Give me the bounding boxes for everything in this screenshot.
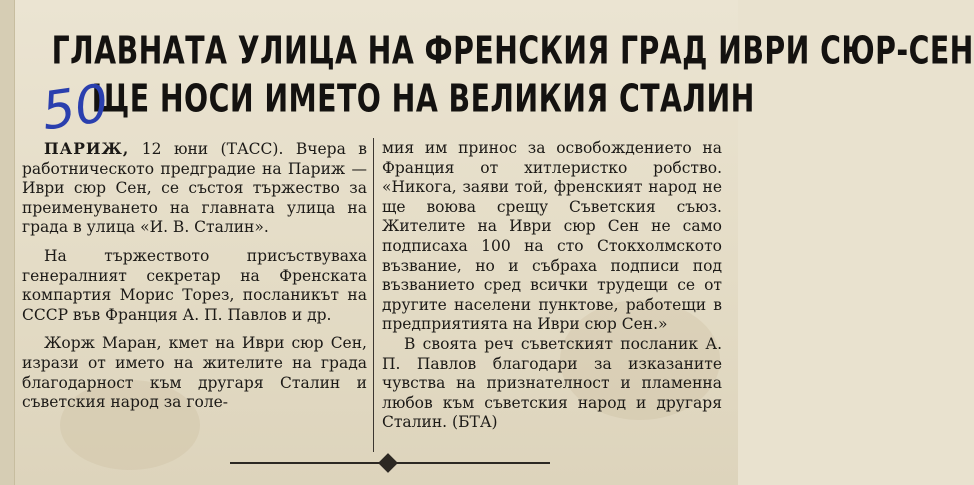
article-paragraph-3: Жорж Маран, кмет на Иври сюр Сен, изрази от името на жителите на града благодарност към другаря Сталин и съветския народ за голе- bbox=[22, 334, 367, 412]
diamond-ornament-icon bbox=[378, 453, 398, 473]
dateline-city: ПАРИЖ, bbox=[44, 139, 130, 158]
article-paragraph-3-continued: мия им принос за освобождението на Франция от хитлеристко робство. «Никога, заяви той, френският народ не ще воюва срещу Съветския съюз. Жителите на Иври сюр Сен не само подписаха 100 на сто Стокхолмското възвание, но и събраха подписи под възванието сред всички трудещи се от другите населени пунктове, работещи в предприятията на Иври сюр Сен.» bbox=[382, 139, 722, 334]
article-column-right bbox=[382, 139, 722, 433]
article-column-left bbox=[22, 139, 367, 413]
column-divider bbox=[373, 138, 374, 452]
paper-edge-strip bbox=[0, 0, 15, 485]
handwritten-number: 50 bbox=[38, 73, 113, 143]
dateline-text: 12 юни (ТАСС). Вчера в работническото предградие на Париж — Иври сюр Сен, се състоя тържество за преименуването на главната улица на града в улица «И. В. Сталин». bbox=[22, 140, 367, 237]
headline-line-2: ЩЕ НОСИ ИМЕТО НА ВЕЛИКИЯ СТАЛИН bbox=[91, 76, 755, 121]
article-paragraph-2: На тържеството присъствуваха генералният секретар на Френската компартия Морис Торез, посланикът на СССР във Франция А. П. Павлов и др. bbox=[22, 246, 367, 324]
article-paragraph-4: В своята реч съветският посланик А. П. Павлов благодари за изказаните чувства на признателност и пламенна любов към съветския народ и другаря Сталин. (БТА) bbox=[382, 334, 722, 432]
article-paragraph-1 bbox=[22, 139, 367, 238]
headline-line-1: ГЛАВНАТА УЛИЦА НА ФРЕНСКИЯ ГРАД ИВРИ СЮР-СЕН bbox=[51, 28, 974, 73]
